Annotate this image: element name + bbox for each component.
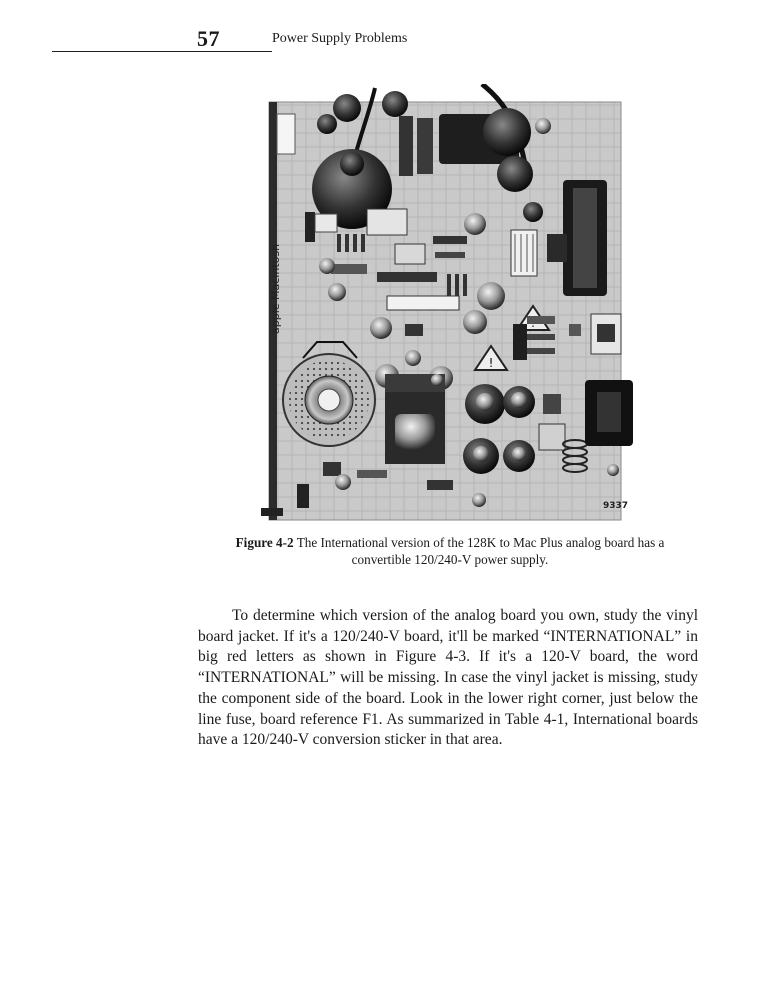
figure-caption-label: Figure 4-2 [235, 535, 294, 550]
body-paragraph: To determine which version of the analog board you own, study the vinyl board jacket. If it's a 120/240-V board, it'll be marked “INTERNATIONAL” in big red letters as shown in Figure 4-3. If it's a 120-V board, the word “INTERNATIONAL” will be missing. In case the vinyl jacket is missing, study the component side of the board. Look in the lower right corner, just below the line fuse, board reference F1. As summarized in Table 4-1, International boards have a 120/240-V conversion sticker in that area. [198, 607, 698, 749]
silkscreen-brand: apple Macintosh [269, 243, 282, 334]
figure-caption [205, 534, 695, 568]
header-rule [52, 51, 272, 52]
analog-board-photo [257, 84, 640, 524]
figure-caption-text: The International version of the 128K to Mac Plus analog board has a convertible 120/240-V power supply. [296, 535, 665, 567]
svg-text:!: ! [488, 356, 494, 370]
running-header: Power Supply Problems [272, 31, 408, 46]
page-number: 57 [197, 26, 220, 51]
silkscreen-code: 9337 [603, 501, 629, 511]
